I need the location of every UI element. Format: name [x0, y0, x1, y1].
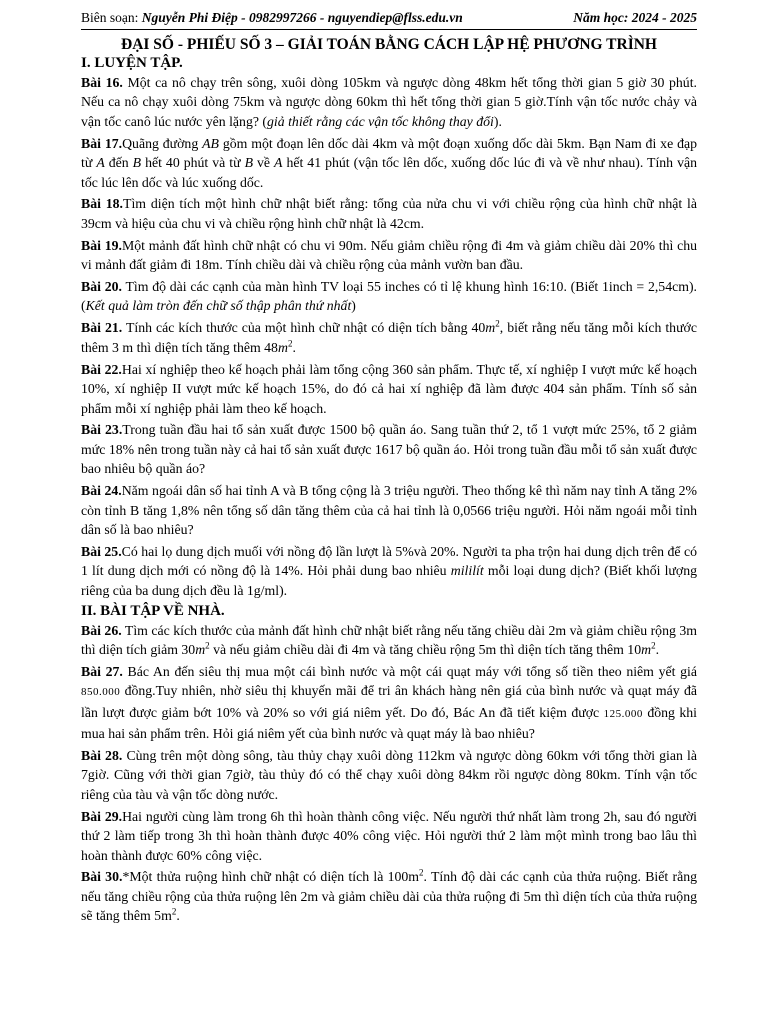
problem-28: Bài 28. Cùng trên một dòng sông, tàu thủy chạy xuôi dòng 112km và ngược dòng 60km với tổng thời gian là 7giờ. Cũng với thời gian 7giờ, tàu thủy đó có thể chạy xuôi dòng 84km rồi ngược dòng 80km. Tính vận tốc riêng của tàu và vận tốc dòng nước. — [81, 748, 697, 802]
problem-label: Bài 26. — [81, 622, 122, 638]
problem-label: Bài 29. — [81, 808, 123, 824]
problem-label: Bài 20. — [81, 279, 122, 295]
problem-20: Bài 20. Tìm độ dài các cạnh của màn hình TV loại 55 inches có tỉ lệ khung hình 16:10. (Biết 1inch = 2,54cm). (Kết quả làm tròn đến chữ số thập phân thứ nhất) — [81, 279, 697, 314]
superscript: 2 — [171, 906, 177, 917]
superscript: 2 — [287, 338, 293, 349]
math-unit: m — [485, 320, 496, 336]
superscript: 2 — [205, 640, 210, 651]
math-unit: m — [195, 641, 206, 657]
problem-21: Bài 21. Tính các kích thước của một hình chữ nhật có diện tích bằng $40m^2$, biết rằng nếu tăng mỗi kích thước thêm 3 m thì diện tích tăng thêm $48m^2$. — [81, 318, 697, 355]
math-var: B — [132, 155, 142, 171]
problem-label: Bài 30. — [81, 869, 123, 885]
math-var: A — [274, 155, 283, 171]
price-value: 850.000 — [81, 686, 121, 699]
math-var: AB — [202, 135, 219, 151]
problem-30: Bài 30.*Một thửa ruộng hình chữ nhật có diện tích là $100m^2$. Tính độ dài các cạnh của thửa ruộng. Biết rằng nếu tăng chiều rộng của thửa ruộng lên 2m và giảm chiều dài của thửa ruộng đi 5m thì diện tích của thửa ruộng sẽ tăng thêm $5m^2$. — [81, 867, 697, 924]
problem-25: Bài 25.Có hai lọ dung dịch muối với nồng độ lần lượt là 5%và 20%. Người ta pha trộn hai dung dịch trên để có 1 lít dung dịch mới có nồng độ là 14%. Hỏi phải dung bao nhiêu mililít mỗi loại dung dịch? (Biết khối lượng riêng của ba dung dịch đều là 1g/ml). — [81, 543, 697, 598]
problem-label: Bài 24. — [81, 483, 122, 499]
problem-label: Bài 16. — [81, 75, 123, 90]
math-var: B — [244, 155, 253, 171]
problem-24: Bài 24.Năm ngoái dân số hai tỉnh A và B tổng cộng là 3 triệu người. Theo thống kê thì năm nay tỉnh A tăng 2% còn tỉnh B tăng 1,8% nên tổng số dân tăng thêm của cả hai tỉnh là 0,0566 triệu người. Hỏi năm ngoái mỗi tỉnh dân số là bao nhiêu? — [81, 483, 697, 537]
problem-17: Bài 17.Quãng đường AB gồm một đoạn lên dốc dài 4km và một đoạn xuống dốc dài 5km. Bạn Nam đi xe đạp từ A đến B hết 40 phút và từ B về A hết 41 phút (vận tốc lên dốc, xuống dốc lúc đi và về như nhau). Tính vận tốc lúc lên dốc và lúc xuống dốc. — [81, 135, 698, 190]
problem-19: Bài 19.Một mảnh đất hình chữ nhật có chu vi 90m. Nếu giảm chiều rộng đi 4m và giảm chiều dài 20% thì chu vi mảnh đất giảm đi 18m. Tính chiều dài và chiều rộng của mảnh vườn ban đầu. — [81, 237, 697, 273]
problem-label: Bài 28. — [81, 748, 123, 763]
price-value: 125.000 — [603, 707, 643, 720]
problem-26: Bài 26. Tìm các kích thước của mảnh đất hình chữ nhật biết rằng nếu tăng chiều dài 2m và giảm chiều rộng 3m thì diện tích giảm $30m^2$ và nếu giảm chiều dài đi 4m và tăng chiều rộng 5m thì diện tích tăng thêm $10m^2$. — [81, 622, 697, 657]
problem-label: Bài 17. — [81, 135, 123, 151]
problem-27: Bài 27. Bác An đến siêu thị mua một cái bình nước và một cái quạt máy với tổng số tiền theo niêm yết giá 850.000 đồng.Tuy nhiên, nhờ siêu thị khuyến mãi để tri ân khách hàng nên giá của bình nước và quạt máy đã lần lượt được giảm bớt 10% và 20% so với giá niêm yết. Do đó, Bác An đã tiết kiệm được 125.000 đồng khi mua hai sản phẩm trên. Hỏi giá niêm yết của bình nước và quạt máy là bao nhiêu? — [81, 663, 697, 742]
superscript: 2 — [419, 867, 424, 878]
problem-label: Bài 21. — [81, 320, 123, 336]
author-label: Biên soạn: — [81, 10, 142, 25]
problem-note: giả thiết rằng các vận tốc không thay đổi — [267, 113, 494, 129]
problem-23: Bài 23.Trong tuần đầu hai tổ sản xuất được 1500 bộ quần áo. Sang tuần thứ 2, tổ 1 vượt mức 25%, tổ 2 giảm mức 18% nên trong tuần này cả hai tổ sản xuất được 1617 bộ quần áo. Hỏi trong tuần đầu mỗi tổ sản xuất được bao nhiêu bộ quần áo? — [81, 422, 697, 477]
section-practice-heading: I. LUYỆN TẬP. — [81, 55, 183, 71]
section-homework-heading: II. BÀI TẬP VỀ NHÀ. — [81, 602, 225, 619]
problem-note: Kết quả làm tròn đến chữ số thập phân thứ nhất — [85, 298, 352, 314]
problem-label: Bài 18. — [81, 196, 124, 212]
problem-label: Bài 22. — [81, 361, 122, 377]
math-var: A — [96, 155, 105, 171]
problem-label: Bài 19. — [81, 237, 122, 253]
superscript: 2 — [651, 640, 656, 651]
author-line — [81, 10, 463, 26]
problem-label: Bài 27. — [81, 663, 123, 679]
math-unit: m — [277, 339, 288, 355]
superscript: 2 — [495, 318, 500, 329]
problem-29: Bài 29.Hai người cùng làm trong 6h thì hoàn thành công việc. Nếu người thứ nhất làm trong 2h, sau đó người thứ 2 làm tiếp trong 3h thì hoàn thành được 40% công việc. Hỏi người thứ 2 làm một mình trong bao lâu thì hoàn thành được 60% công việc. — [81, 808, 697, 863]
unit-text: mililít — [450, 563, 484, 579]
worksheet-title: ĐẠI SỐ - PHIẾU SỐ 3 – GIẢI TOÁN BẰNG CÁCH LẬP HỆ PHƯƠNG TRÌNH — [121, 36, 657, 53]
problem-16: Bài 16. Một ca nô chạy trên sông, xuôi dòng 105km và ngược dòng 48km hết tổng thời gian 5 giờ 30 phút. Nếu ca nô chạy xuôi dòng 75km và ngược dòng 60km thì hết tổng thời gian 5 giờ.Tính vận tốc nước chảy và vận tốc canô lúc nước yên lặng? (giả thiết rằng các vận tốc không thay đổi). — [81, 75, 697, 129]
author-info: Nguyễn Phi Điệp - 0982997266 - nguyendiep@flss.edu.vn — [141, 10, 463, 25]
problem-22: Bài 22.Hai xí nghiệp theo kế hoạch phải làm tổng cộng 360 sản phẩm. Thực tế, xí nghiệp I vượt mức kế hoạch 10%, xí nghiệp II vượt mức kế hoạch 15%, do đó cả hai xí nghiệp đã làm được 404 sản phẩm. Tính số sản phẩm mỗi xí nghiệp phải làm theo kế hoạch. — [81, 361, 697, 416]
page-header — [81, 10, 697, 30]
school-year: Năm học: 2024 - 2025 — [573, 10, 697, 25]
problem-label: Bài 23. — [81, 422, 123, 438]
problem-18: Bài 18.Tìm diện tích một hình chữ nhật biết rằng: tổng của nửa chu vi với chiều rộng của hình chữ nhật là 39cm và hiệu của chu vi và chiều rộng hình chữ nhật là 42cm. — [81, 196, 697, 231]
worksheet-page — [81, 10, 697, 928]
problem-label: Bài 25. — [81, 543, 122, 559]
math-unit: m — [641, 641, 652, 657]
